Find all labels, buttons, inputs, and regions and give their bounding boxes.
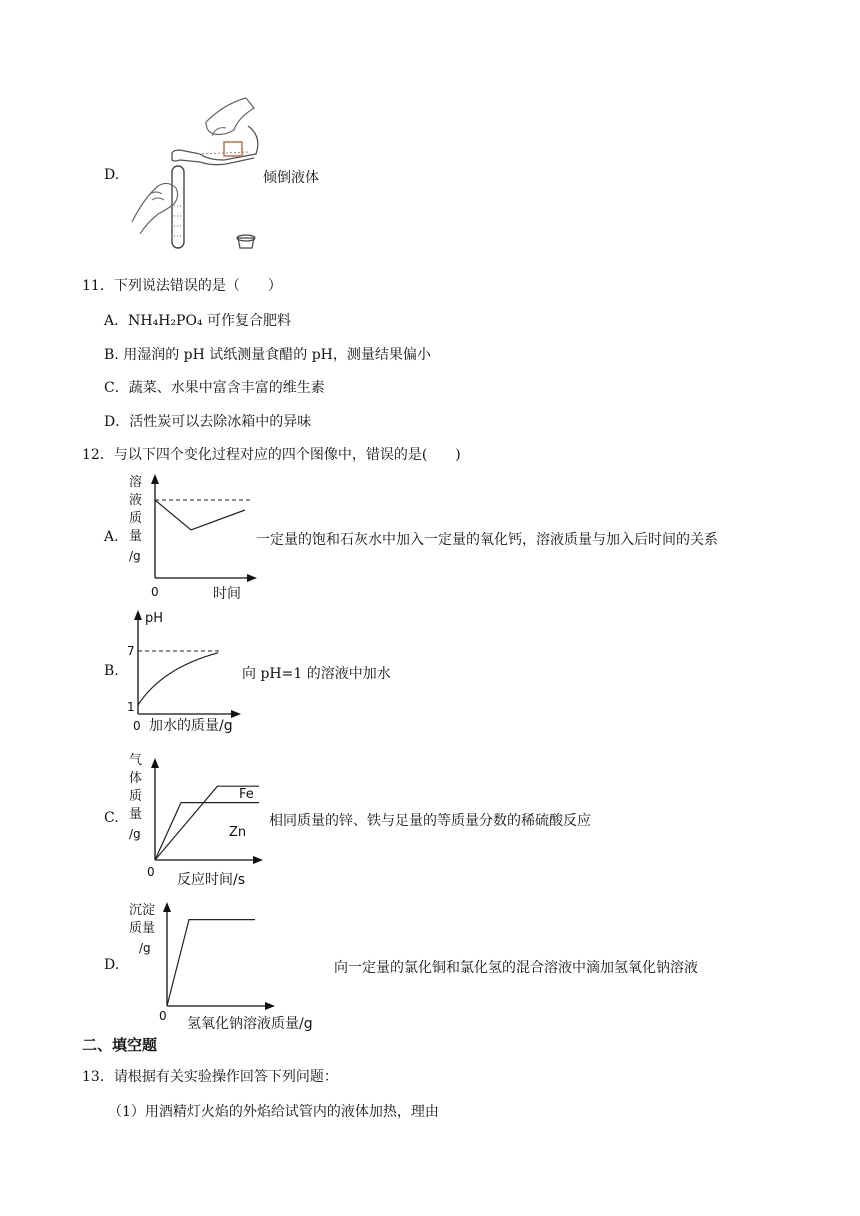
chart-d-series-line <box>167 920 255 1006</box>
q11-option-a <box>104 310 291 330</box>
q12-stem: 12．与以下四个变化过程对应的四个图像中，错误的是( ) <box>82 447 461 463</box>
chart-a-ylabel-3: 质 <box>129 511 143 526</box>
chart-c-origin: 0 <box>147 865 155 879</box>
chart-b-xlabel: 加水的质量/g <box>149 718 233 734</box>
q11-option-d-letter: D． <box>104 414 130 430</box>
chart-b-ytick-1: 1 <box>127 700 135 714</box>
chart-a-ylabel-2: 液 <box>129 493 143 508</box>
q11-option-a-text: NH₄H₂PO₄ 可作复合肥料 <box>128 313 291 329</box>
chart-d-xlabel: 氢氧化钠溶液质量/g <box>187 1016 313 1032</box>
q13-sub1: （1）用酒精灯火焰的外焰给试管内的液体加热，理由 <box>108 1104 439 1120</box>
q10-option-d-caption: 倾倒液体 <box>263 170 319 186</box>
q12-option-c-letter: C. <box>104 810 119 826</box>
chart-a <box>125 470 260 605</box>
chart-a-x-arrow <box>247 574 257 582</box>
q11-option-b <box>104 344 431 364</box>
chart-b-ytick-7: 7 <box>127 644 135 658</box>
q11-option-d-text: 活性炭可以去除冰箱中的异味 <box>129 414 312 430</box>
q11-stem: 11．下列说法错误的是（ ） <box>82 278 282 294</box>
pouring-liquid-illustration <box>128 96 268 256</box>
q12-option-d-text: 向一定量的氯化铜和氯化氢的混合溶液中滴加氢氧化钠溶液 <box>334 960 698 976</box>
chart-a-origin: 0 <box>151 585 159 599</box>
chart-d-x-arrow <box>265 1002 275 1010</box>
chart-c-x-arrow <box>253 856 263 864</box>
chart-a-ylabel-4: 量 <box>129 529 143 544</box>
chart-b-ylabel: pH <box>145 611 164 626</box>
chart-c-ylabel <box>129 753 142 841</box>
q10-option-d-letter: D. <box>104 167 120 183</box>
chart-b-origin: 0 <box>133 719 141 733</box>
chart-a-y-arrow <box>151 474 159 484</box>
chart-d <box>125 898 340 1032</box>
section-heading: 二、填空题 <box>82 1036 158 1054</box>
svg-text:量: 量 <box>129 807 143 822</box>
svg-text:质量: 质量 <box>129 921 156 936</box>
chart-a-ylabel <box>129 474 142 563</box>
q11-option-d <box>104 411 311 431</box>
chart-c-xlabel: 反应时间/s <box>177 872 246 888</box>
q11-option-b-letter: B. <box>104 347 119 363</box>
svg-text:沉淀: 沉淀 <box>129 903 156 918</box>
svg-text:体: 体 <box>129 771 143 786</box>
svg-text:/g: /g <box>129 827 141 841</box>
q11-option-c-text: 蔬菜、水果中富含丰富的维生素 <box>128 380 325 396</box>
chart-d-y-arrow <box>163 902 171 912</box>
q12-option-a-text: 一定量的饱和石灰水中加入一定量的氧化钙，溶液质量与加入后时间的关系 <box>256 532 718 548</box>
chart-d-ylabel <box>129 902 155 955</box>
svg-text:气: 气 <box>129 753 143 768</box>
q11-option-a-letter: A． <box>104 313 129 329</box>
q11-option-c <box>104 377 325 397</box>
q12-option-d-letter: D. <box>104 957 120 973</box>
chart-b <box>125 606 245 736</box>
chart-b-x-arrow <box>231 710 241 718</box>
chart-d-origin: 0 <box>159 1009 167 1023</box>
q12-option-c-text: 相同质量的锌、铁与足量的等质量分数的稀硫酸反应 <box>269 813 591 829</box>
chart-a-xlabel: 时间 <box>213 586 241 602</box>
chart-b-series-line <box>138 653 218 705</box>
chart-a-series-line <box>155 500 245 530</box>
chart-c-y-arrow <box>151 758 159 768</box>
svg-text:质: 质 <box>129 789 143 804</box>
q12-option-a-letter: A. <box>104 529 119 545</box>
q13-stem: 13．请根据有关实验操作回答下列问题： <box>82 1069 338 1085</box>
chart-c-label-zn: Zn <box>229 825 247 840</box>
q11-option-c-letter: C． <box>104 380 129 396</box>
svg-text:/g: /g <box>139 941 151 955</box>
q12-option-b-letter: B. <box>104 663 119 679</box>
q12-option-b-text: 向 pH=1 的溶液中加水 <box>242 666 391 682</box>
chart-a-ylabel-1: 溶 <box>129 475 143 490</box>
chart-c-label-fe: Fe <box>239 787 254 802</box>
q11-option-b-text: 用湿润的 pH 试纸测量食醋的 pH，测量结果偏小 <box>123 347 431 363</box>
chart-c <box>125 748 270 888</box>
chart-b-y-arrow <box>134 610 142 620</box>
chart-a-ylabel-5: /g <box>129 549 141 563</box>
